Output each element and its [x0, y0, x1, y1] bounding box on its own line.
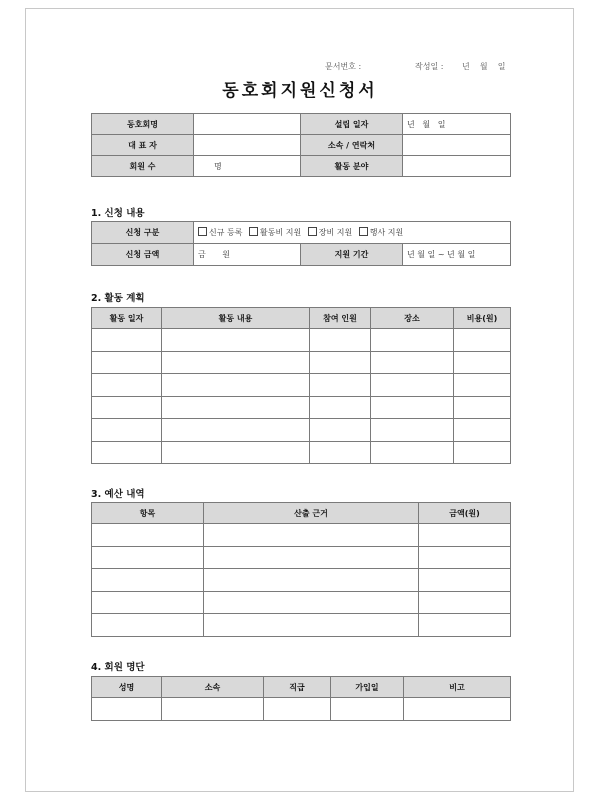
- table-cell[interactable]: [204, 524, 419, 547]
- table-cell[interactable]: [454, 351, 511, 374]
- member-list-table: [91, 676, 511, 721]
- table-cell[interactable]: [371, 441, 454, 464]
- column-header: 소속: [162, 677, 264, 698]
- period-field[interactable]: 년 월 일 ~ 년 월 일: [403, 244, 511, 266]
- table-cell[interactable]: [371, 374, 454, 397]
- table-cell[interactable]: [162, 441, 310, 464]
- table-cell[interactable]: [310, 374, 371, 397]
- column-header: 항목: [92, 503, 204, 524]
- option-event-support[interactable]: 행사 지원: [359, 227, 403, 238]
- budget-table: [91, 502, 511, 637]
- founded-date-label: 설립 일자: [301, 114, 403, 135]
- table-cell[interactable]: [454, 441, 511, 464]
- club-name-label: 동호회명: [92, 114, 194, 135]
- table-cell[interactable]: [92, 396, 162, 419]
- table-header-row: [92, 503, 511, 524]
- table-cell[interactable]: [454, 396, 511, 419]
- activity-plan-table: [91, 307, 511, 464]
- table-row: [92, 569, 511, 592]
- table-cell[interactable]: [162, 396, 310, 419]
- table-cell[interactable]: [454, 374, 511, 397]
- member-count-field[interactable]: 명: [194, 156, 301, 177]
- table-cell[interactable]: [204, 546, 419, 569]
- table-cell[interactable]: [454, 419, 511, 442]
- table-cell[interactable]: [310, 396, 371, 419]
- amount-label: 신청 금액: [92, 244, 194, 266]
- table-row: [92, 591, 511, 614]
- written-date-label: 작성일 :: [415, 62, 444, 71]
- table-header-row: [92, 677, 511, 698]
- table-cell[interactable]: [371, 396, 454, 419]
- table-cell[interactable]: [371, 419, 454, 442]
- table-row: [92, 244, 511, 266]
- column-header: 활동 일자: [92, 308, 162, 329]
- column-header: 성명: [92, 677, 162, 698]
- table-row: [92, 441, 511, 464]
- table-cell[interactable]: [162, 351, 310, 374]
- table-cell[interactable]: [204, 614, 419, 637]
- table-row: [92, 396, 511, 419]
- doc-number-label: 문서번호 :: [325, 62, 362, 71]
- written-date-value: 년 월 일: [462, 62, 506, 71]
- table-cell[interactable]: [419, 569, 511, 592]
- table-cell[interactable]: [310, 441, 371, 464]
- table-cell[interactable]: [419, 546, 511, 569]
- activity-field-field[interactable]: [403, 156, 511, 177]
- page-title: 동호회지원신청서: [222, 81, 378, 101]
- option-equipment-support[interactable]: 장비 지원: [308, 227, 352, 238]
- column-header: 비용(원): [454, 308, 511, 329]
- amount-prefix: 금: [198, 250, 206, 259]
- column-header: 직급: [264, 677, 331, 698]
- member-count-label: 회원 수: [92, 156, 194, 177]
- table-cell[interactable]: [419, 591, 511, 614]
- representative-label: 대 표 자: [92, 135, 194, 156]
- table-cell[interactable]: [204, 569, 419, 592]
- checkbox-icon[interactable]: [308, 227, 317, 236]
- table-cell[interactable]: [92, 419, 162, 442]
- option-new-registration[interactable]: 신규 등록: [198, 227, 242, 238]
- table-cell[interactable]: [419, 524, 511, 547]
- column-header: 가입일: [331, 677, 404, 698]
- table-cell[interactable]: [162, 329, 310, 352]
- application-table: [91, 221, 511, 266]
- table-cell[interactable]: [92, 441, 162, 464]
- dept-contact-label: 소속 / 연락처: [301, 135, 403, 156]
- table-cell[interactable]: [92, 569, 204, 592]
- table-row: [92, 524, 511, 547]
- table-cell[interactable]: [371, 329, 454, 352]
- table-cell[interactable]: [92, 351, 162, 374]
- table-cell[interactable]: [92, 698, 162, 721]
- table-cell[interactable]: [92, 329, 162, 352]
- activity-plan-body: [92, 329, 511, 464]
- table-cell[interactable]: [310, 329, 371, 352]
- section-2-heading: 2. 활동 계획: [91, 293, 145, 304]
- dept-contact-field[interactable]: [403, 135, 511, 156]
- table-row: [92, 374, 511, 397]
- table-row: [92, 329, 511, 352]
- amount-field[interactable]: [194, 244, 301, 266]
- type-label: 신청 구분: [92, 222, 194, 244]
- amount-suffix: 원: [222, 250, 231, 259]
- column-header: 참여 인원: [310, 308, 371, 329]
- table-cell[interactable]: [310, 419, 371, 442]
- table-cell[interactable]: [419, 614, 511, 637]
- checkbox-icon[interactable]: [198, 227, 207, 236]
- table-row: [92, 351, 511, 374]
- table-row: [92, 114, 511, 135]
- table-header-row: [92, 308, 511, 329]
- column-header: 장소: [371, 308, 454, 329]
- type-options: [194, 222, 511, 244]
- section-4-heading: 4. 회원 명단: [91, 662, 145, 673]
- table-row: [92, 698, 511, 721]
- table-cell[interactable]: [92, 546, 204, 569]
- table-cell[interactable]: [162, 374, 310, 397]
- table-row: [92, 222, 511, 244]
- table-row: [92, 156, 511, 177]
- basic-info-table: [91, 113, 511, 177]
- section-1-heading: 1. 신청 내용: [91, 208, 145, 219]
- table-row: [92, 614, 511, 637]
- column-header: 비고: [404, 677, 511, 698]
- founded-date-field[interactable]: 년 월 일: [403, 114, 511, 135]
- checkbox-icon[interactable]: [249, 227, 258, 236]
- table-cell[interactable]: [92, 614, 204, 637]
- column-header: 활동 내용: [162, 308, 310, 329]
- activity-field-label: 활동 분야: [301, 156, 403, 177]
- table-cell[interactable]: [92, 524, 204, 547]
- column-header: 산출 근거: [204, 503, 419, 524]
- table-cell[interactable]: [92, 374, 162, 397]
- option-activity-funding[interactable]: 활동비 지원: [249, 227, 301, 238]
- table-row: [92, 135, 511, 156]
- table-row: [92, 546, 511, 569]
- table-cell[interactable]: [92, 591, 204, 614]
- table-cell[interactable]: [310, 351, 371, 374]
- club-name-field[interactable]: [194, 114, 301, 135]
- table-cell[interactable]: [331, 698, 404, 721]
- checkbox-icon[interactable]: [359, 227, 368, 236]
- table-cell[interactable]: [404, 698, 511, 721]
- table-cell[interactable]: [204, 591, 419, 614]
- representative-field[interactable]: [194, 135, 301, 156]
- table-cell[interactable]: [162, 419, 310, 442]
- period-label: 지원 기간: [301, 244, 403, 266]
- table-cell[interactable]: [371, 351, 454, 374]
- table-cell[interactable]: [264, 698, 331, 721]
- table-row: [92, 419, 511, 442]
- table-cell[interactable]: [162, 698, 264, 721]
- column-header: 금액(원): [419, 503, 511, 524]
- member-list-body: [92, 698, 511, 721]
- budget-body: [92, 524, 511, 637]
- table-cell[interactable]: [454, 329, 511, 352]
- section-3-heading: 3. 예산 내역: [91, 489, 145, 500]
